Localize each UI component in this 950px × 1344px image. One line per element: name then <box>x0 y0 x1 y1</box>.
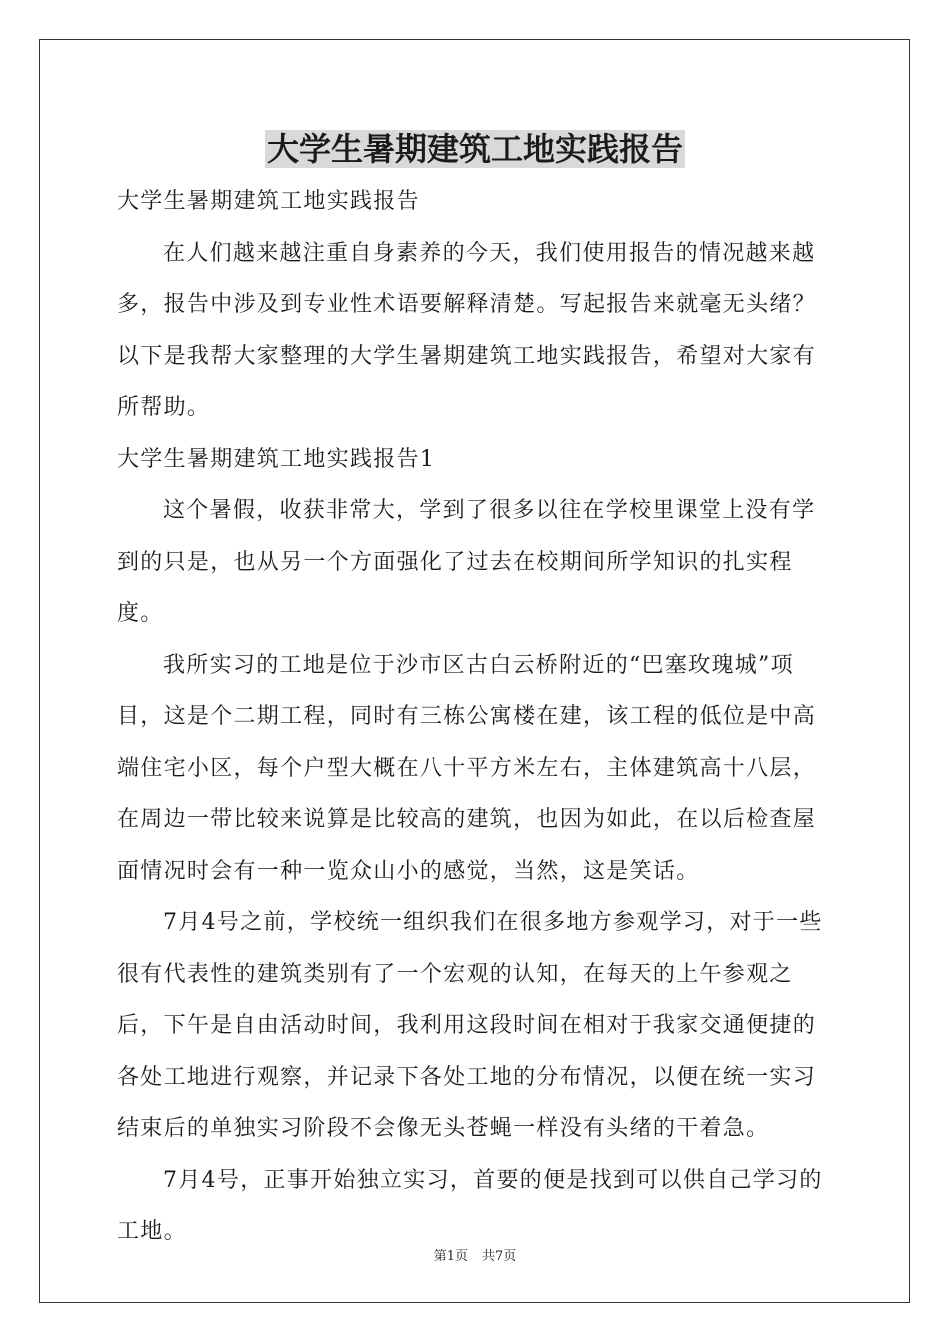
paragraph: 这个暑假，收获非常大，学到了很多以往在学校里课堂上没有学到的只是，也从另一个方面强化了过去在校期间所学知识的扎实程度。 <box>117 498 816 626</box>
paragraph: 7月4号之前，学校统一组织我们在很多地方参观学习，对于一些很有代表性的建筑类别有了一个宏观的认知，在每天的上午参观之后，下午是自由活动时间，我利用这段时间在相对于我家交通便捷的各处工地进行观察，并记录下各处工地的分布情况，以便在统一实习结束后的单独实习阶段不会像无头苍蝇一样没有头绪的干着急。 <box>117 910 823 1141</box>
paragraph-section-heading: 大学生暑期建筑工地实践报告1 <box>117 446 436 472</box>
page-number: 第1页 <box>433 1249 468 1264</box>
page-total: 共7页 <box>482 1249 517 1264</box>
title-text: 大学生暑期建筑工地实践报告 <box>266 130 683 168</box>
document-body <box>117 176 833 1258</box>
paragraph: 我所实习的工地是位于沙市区古白云桥附近的“巴塞玫瑰城”项目，这是个二期工程，同时有三栋公寓楼在建，该工程的低位是中高端住宅小区，每个户型大概在八十平方米左右，主体建筑高十八层，在周边一带比较来说算是比较高的建筑，也因为如此，在以后检查屋面情况时会有一种一览众山小的感觉，当然，这是笑话。 <box>117 652 817 884</box>
paragraph-subtitle: 大学生暑期建筑工地实践报告 <box>117 189 420 214</box>
paragraph-intro: 在人们越来越注重自身素养的今天，我们使用报告的情况越来越多，报告中涉及到专业性术语要解释清楚。写起报告来就毫无头绪？以下是我帮大家整理的大学生暑期建筑工地实践报告，希望对大家有所帮助。 <box>117 240 817 420</box>
document-title <box>0 126 950 172</box>
paragraph: 7月4号，正事开始独立实习，首要的便是找到可以供自己学习的工地。 <box>117 1167 823 1244</box>
page-footer <box>0 1248 950 1266</box>
